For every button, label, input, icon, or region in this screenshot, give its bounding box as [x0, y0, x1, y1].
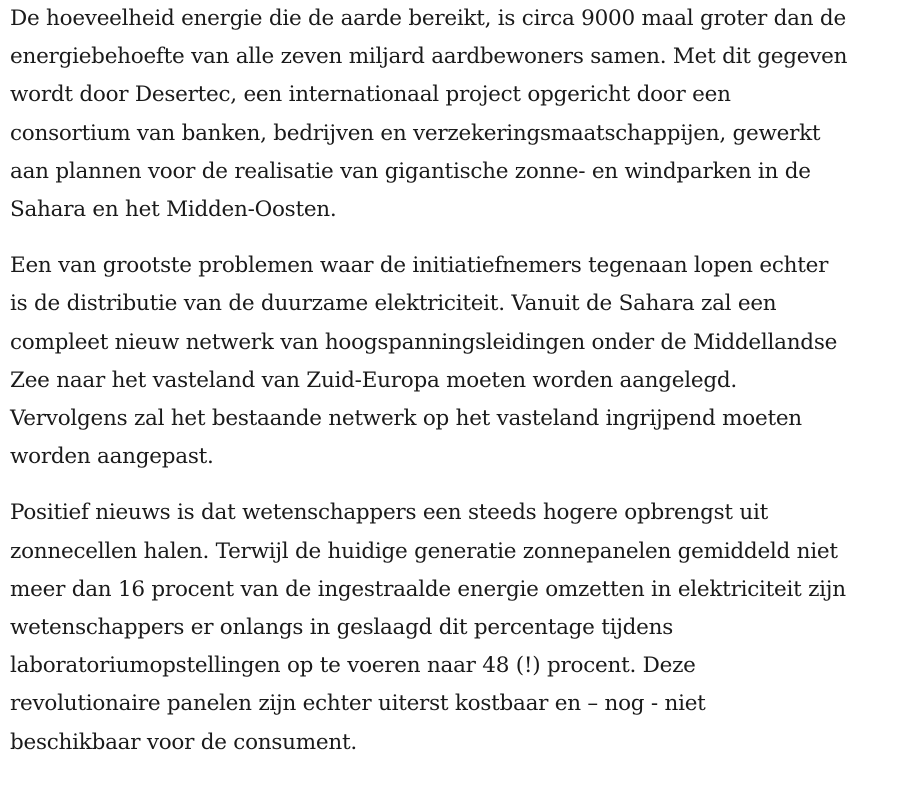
text-line: beschikbaar voor de consument.	[10, 729, 357, 755]
text-line: wordt door Desertec, een internationaal project opgericht door een	[10, 82, 731, 108]
paragraph-3	[10, 494, 890, 761]
text-line: wetenschappers er onlangs in geslaagd dit percentage tijdens	[10, 615, 674, 641]
paragraph-1	[10, 0, 890, 229]
text-line: compleet nieuw netwerk van hoogspanningsleidingen onder de Middellandse	[10, 329, 838, 355]
text-line: meer dan 16 procent van de ingestraalde energie omzetten in elektriciteit zijn	[10, 576, 846, 602]
text-line: De hoeveelheid energie die de aarde bereikt, is circa 9000 maal groter dan de	[10, 6, 846, 31]
text-line: energiebehoefte van alle zeven miljard aardbewoners samen. Met dit gegeven	[10, 44, 848, 70]
article-body	[10, 0, 890, 762]
text-line: Sahara en het Midden-Oosten.	[10, 197, 337, 223]
text-line: is de distributie van de duurzame elektriciteit. Vanuit de Sahara zal een	[10, 291, 777, 317]
text-line: consortium van banken, bedrijven en verzekeringsmaatschappijen, gewerkt	[10, 120, 821, 146]
text-line: Zee naar het vasteland van Zuid-Europa moeten worden aangelegd.	[10, 367, 737, 393]
text-line: Een van grootste problemen waar de initiatiefnemers tegenaan lopen echter	[10, 253, 829, 279]
text-line: aan plannen voor de realisatie van gigantische zonne- en windparken in de	[10, 158, 811, 184]
text-line: revolutionaire panelen zijn echter uiterst kostbaar en – nog - niet	[10, 691, 706, 717]
text-line: Positief nieuws is dat wetenschappers een steeds hogere opbrengst uit	[10, 500, 769, 526]
text-line: laboratoriumopstellingen op te voeren naar 48 (!) procent. Deze	[10, 653, 696, 679]
text-line: Vervolgens zal het bestaande netwerk op het vasteland ingrijpend moeten	[10, 406, 802, 432]
text-line: worden aangepast.	[10, 444, 214, 470]
text-line: zonnecellen halen. Terwijl de huidige generatie zonnepanelen gemiddeld niet	[10, 538, 838, 564]
paragraph-2	[10, 247, 890, 476]
